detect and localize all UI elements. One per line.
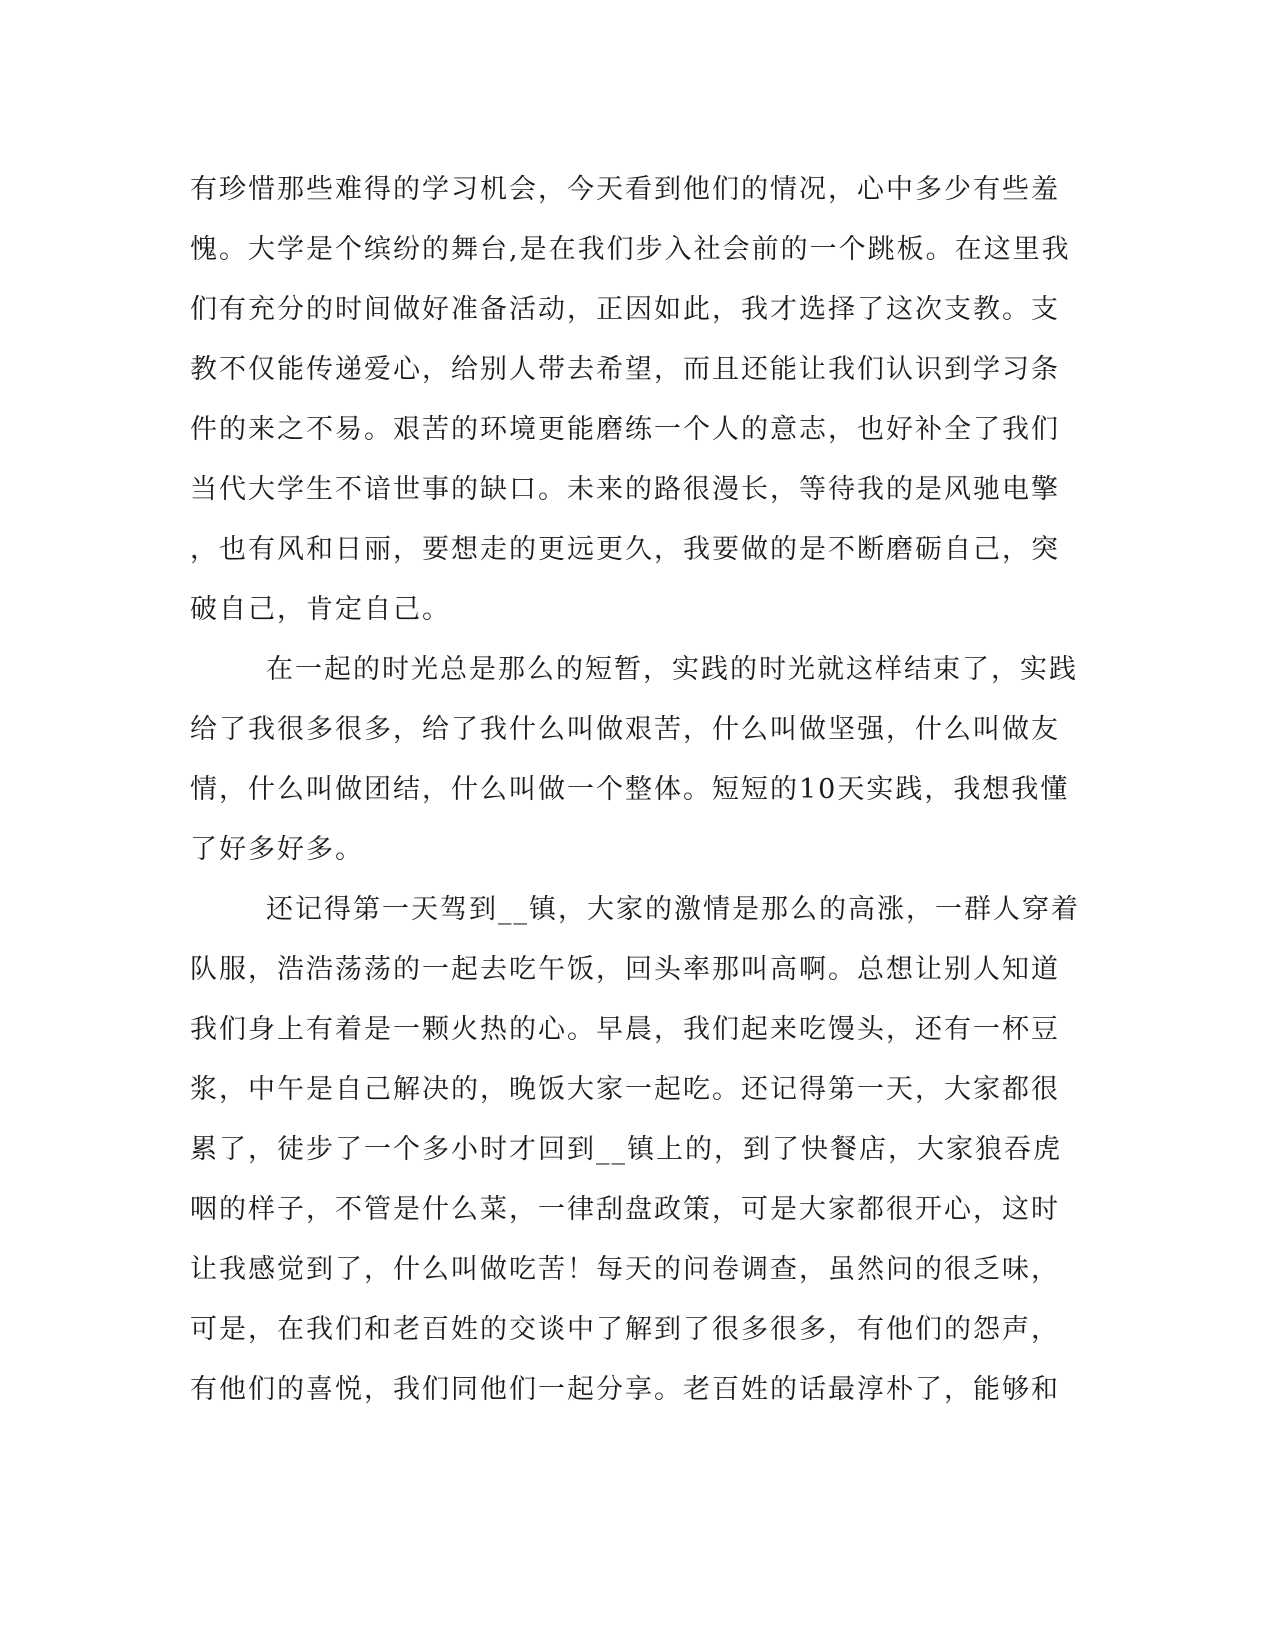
text-line: 们有充分的时间做好准备活动，正因如此，我才选择了这次支教。支 [190, 294, 1060, 325]
text-line: 破自己，肯定自己。 [190, 594, 451, 625]
text-line: 教不仅能传递爱心，给别人带去希望，而且还能让我们认识到学习条 [190, 354, 1060, 385]
paragraph-first-line: 还记得第一天驾到__镇，大家的激情是那么的高涨，一群人穿着 [266, 894, 1080, 925]
text-line: 给了我很多很多，给了我什么叫做艰苦，什么叫做坚强，什么叫做友 [190, 714, 1060, 745]
text-line: 情，什么叫做团结，什么叫做一个整体。短短的10天实践，我想我懂 [190, 774, 1070, 805]
text-line: 累了，徒步了一个多小时才回到__镇上的，到了快餐店，大家狼吞虎 [190, 1134, 1062, 1165]
text-line: 愧。大学是个缤纷的舞台,是在我们步入社会前的一个跳板。在这里我 [190, 234, 1071, 265]
text-line: 让我感觉到了，什么叫做吃苦！每天的问卷调查，虽然问的很乏味， [190, 1254, 1060, 1285]
text-line: 浆，中午是自己解决的，晚饭大家一起吃。还记得第一天，大家都很 [190, 1074, 1060, 1105]
text-line: 我们身上有着是一颗火热的心。早晨，我们起来吃馒头，还有一杯豆 [190, 1014, 1060, 1045]
text-line: 有他们的喜悦，我们同他们一起分享。老百姓的话最淳朴了，能够和 [190, 1374, 1060, 1405]
text-line: ，也有风和日丽，要想走的更远更久，我要做的是不断磨砺自己，突 [190, 534, 1060, 565]
paragraph-first-line: 在一起的时光总是那么的短暂，实践的时光就这样结束了，实践 [266, 654, 1078, 685]
text-line: 咽的样子，不管是什么菜，一律刮盘政策，可是大家都很开心，这时 [190, 1194, 1060, 1225]
body-text [190, 160, 1080, 1420]
text-line: 可是，在我们和老百姓的交谈中了解到了很多很多，有他们的怨声， [190, 1314, 1060, 1345]
text-line: 有珍惜那些难得的学习机会，今天看到他们的情况，心中多少有些羞 [190, 174, 1060, 205]
text-line: 当代大学生不谙世事的缺口。未来的路很漫长，等待我的是风驰电擎 [190, 474, 1060, 505]
text-line: 了好多好多。 [190, 834, 364, 865]
text-line: 队服，浩浩荡荡的一起去吃午饭，回头率那叫高啊。总想让别人知道 [190, 954, 1060, 985]
text-line: 件的来之不易。艰苦的环境更能磨练一个人的意志，也好补全了我们 [190, 414, 1060, 445]
